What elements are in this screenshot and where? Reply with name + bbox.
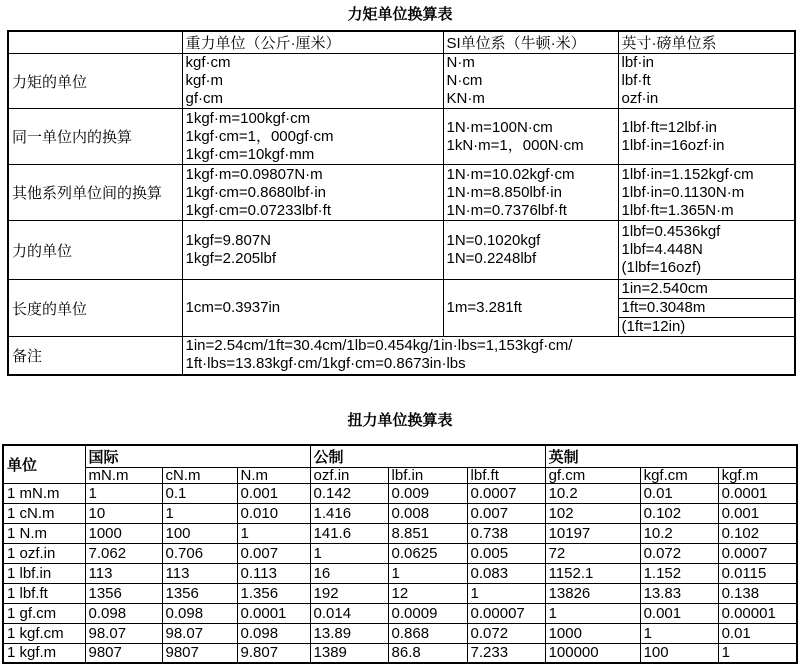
conversion-cell (182, 280, 443, 337)
value-cell: 0.102 (718, 523, 797, 543)
value-cell: 98.07 (85, 623, 162, 643)
conversion-cell (182, 165, 443, 221)
value-cell: 102 (545, 503, 640, 523)
column-unit-header: kgf.m (718, 467, 797, 483)
table-row (3, 623, 797, 643)
value-cell: 1 (237, 523, 310, 543)
row-label: 力的单位 (8, 221, 182, 280)
cell-line: KN·m (447, 90, 618, 108)
row-label: 1 cN.m (3, 503, 85, 523)
group-header-international: 国际 (85, 445, 310, 468)
torque-conversion-table (7, 30, 796, 376)
value-cell: 1 (310, 543, 388, 563)
cell-line: 1kgf·cm=10kgf·mm (186, 146, 443, 164)
unit-header-cell: 单位 (3, 445, 85, 484)
cell-line: 1N=0.2248lbf (447, 250, 618, 268)
value-cell: 0.098 (162, 603, 237, 623)
torsion-table-title: 扭力单位换算表 (0, 376, 800, 431)
table-row (3, 483, 797, 503)
conversion-cell (618, 109, 795, 165)
column-unit-header: ozf.in (310, 467, 388, 483)
value-cell: 0.005 (467, 543, 545, 563)
value-cell: 0.098 (237, 623, 310, 643)
value-cell: 0.01 (718, 623, 797, 643)
value-cell: 0.738 (467, 523, 545, 543)
value-cell: 1 (467, 583, 545, 603)
value-cell: 0.0001 (237, 603, 310, 623)
torsion-conversion-table (2, 444, 798, 664)
value-cell: 100 (162, 523, 237, 543)
value-cell: 0.072 (467, 623, 545, 643)
table-row-same-unit-conversion (8, 109, 795, 165)
value-cell: 1 (85, 483, 162, 503)
cell-line: 1lbf·in=16ozf·in (622, 137, 795, 155)
table-row-torque-units (8, 54, 795, 109)
value-cell: 86.8 (388, 643, 467, 663)
value-cell: 0.001 (718, 503, 797, 523)
value-cell: 9807 (162, 643, 237, 663)
value-cell: 0.007 (467, 503, 545, 523)
t2-body (3, 483, 797, 663)
cell-line: N·m (447, 54, 618, 72)
cell-line: (1lbf=16ozf) (622, 259, 795, 277)
cell-line: 1in=2.54cm/1ft=30.4cm/1lb=0.454kg/1in·lbs=1,153kgf·cm/ (186, 337, 795, 355)
cell-line: 1lbf·in=0.1130N·m (622, 184, 795, 202)
value-cell: 0.001 (640, 603, 718, 623)
value-cell: 0.098 (85, 603, 162, 623)
table-row (3, 643, 797, 663)
value-cell: 113 (85, 563, 162, 583)
cell-line: 1lbf·ft=12lbf·in (622, 119, 795, 137)
value-cell: 72 (545, 543, 640, 563)
value-cell: 113 (162, 563, 237, 583)
column-header-imperial-units: 英寸·磅单位系 (618, 31, 795, 54)
row-label: 1 N.m (3, 523, 85, 543)
column-unit-header: cN.m (162, 467, 237, 483)
conversion-cell (443, 54, 618, 109)
t2-subheader-row (3, 467, 797, 483)
value-cell: 0.868 (388, 623, 467, 643)
column-unit-header: kgf.cm (640, 467, 718, 483)
value-cell: 100000 (545, 643, 640, 663)
cell-line: 1kgf·cm=1，000gf·cm (186, 128, 443, 146)
value-cell: 0.00007 (467, 603, 545, 623)
row-label: 1 lbf.ft (3, 583, 85, 603)
cell-line: kgf·cm (186, 54, 443, 72)
conversion-cell (618, 221, 795, 280)
value-cell: 1356 (162, 583, 237, 603)
table-row (3, 583, 797, 603)
cell-line: 1N·m=8.850lbf·in (447, 184, 618, 202)
conversion-cell (618, 54, 795, 109)
torque-table-title: 力矩单位换算表 (0, 0, 800, 25)
cell-line: 1kgf·cm=0.8680lbf·in (186, 184, 443, 202)
value-cell: 12 (388, 583, 467, 603)
value-cell: 7.233 (467, 643, 545, 663)
corner-header-cell (8, 31, 182, 54)
value-cell: 1.416 (310, 503, 388, 523)
row-label: 1 lbf.in (3, 563, 85, 583)
value-cell: 13.89 (310, 623, 388, 643)
cell-line: 1kN·m=1，000N·cm (447, 137, 618, 155)
value-cell: 0.0625 (388, 543, 467, 563)
row-label: 同一单位内的换算 (8, 109, 182, 165)
cell-line: 1cm=0.3937in (186, 299, 443, 317)
cell-line: 1kgf·m=100kgf·cm (186, 110, 443, 128)
column-header-si-units: SI单位系（牛顿·米） (443, 31, 618, 54)
value-cell: 0.007 (237, 543, 310, 563)
conversion-cell (443, 165, 618, 221)
value-cell: 1 (388, 563, 467, 583)
value-cell: 10.2 (545, 483, 640, 503)
table-row (3, 563, 797, 583)
value-cell: 1 (162, 503, 237, 523)
row-label: 1 mN.m (3, 483, 85, 503)
cell-line: 1N·m=100N·cm (447, 119, 618, 137)
value-cell: 10.2 (640, 523, 718, 543)
value-cell: 1000 (545, 623, 640, 643)
value-cell: 0.0007 (718, 543, 797, 563)
cell-line: 1lbf=0.4536kgf (622, 223, 795, 241)
value-cell: 0.008 (388, 503, 467, 523)
cell-line: gf·cm (186, 90, 443, 108)
value-cell: 1356 (85, 583, 162, 603)
value-cell: 13826 (545, 583, 640, 603)
cell-line: 1m=3.281ft (447, 299, 618, 317)
value-cell: 16 (310, 563, 388, 583)
value-cell: 100 (640, 643, 718, 663)
table-row-force-units (8, 221, 795, 280)
cell-line: 1N=0.1020kgf (447, 232, 618, 250)
value-cell: 9.807 (237, 643, 310, 663)
conversion-cell (443, 221, 618, 280)
cell-line: ozf·in (622, 90, 795, 108)
column-unit-header: mN.m (85, 467, 162, 483)
table-row (3, 543, 797, 563)
group-header-imperial: 英制 (545, 445, 797, 468)
value-cell: 1152.1 (545, 563, 640, 583)
cell-line: 1kgf=9.807N (186, 232, 443, 250)
subcell: (1ft=12in) (619, 318, 795, 336)
cell-line: 1kgf=2.205lbf (186, 250, 443, 268)
conversion-cell (443, 109, 618, 165)
cell-line: lbf·in (622, 54, 795, 72)
value-cell: 141.6 (310, 523, 388, 543)
subcell: 1ft=0.3048m (619, 299, 795, 318)
value-cell: 0.138 (718, 583, 797, 603)
value-cell: 7.062 (85, 543, 162, 563)
value-cell: 0.0001 (718, 483, 797, 503)
row-label: 备注 (8, 337, 182, 375)
conversion-cell (182, 221, 443, 280)
value-cell: 0.706 (162, 543, 237, 563)
value-cell: 0.0007 (467, 483, 545, 503)
column-header-gravity-units: 重力单位（公斤·厘米） (182, 31, 443, 54)
cell-line: N·cm (447, 72, 618, 90)
row-label: 力矩的单位 (8, 54, 182, 109)
value-cell: 9807 (85, 643, 162, 663)
subcell: 1in=2.540cm (619, 280, 795, 299)
conversion-cell (618, 165, 795, 221)
table-row (3, 503, 797, 523)
cell-line: 1lbf=4.448N (622, 241, 795, 259)
value-cell: 0.0115 (718, 563, 797, 583)
row-label: 其他系列单位间的换算 (8, 165, 182, 221)
value-cell: 0.009 (388, 483, 467, 503)
cell-line: 1N·m=10.02kgf·cm (447, 166, 618, 184)
row-label: 1 gf.cm (3, 603, 85, 623)
column-unit-header: lbf.ft (467, 467, 545, 483)
value-cell: 1000 (85, 523, 162, 543)
table-row (3, 603, 797, 623)
table-header-row (8, 31, 795, 54)
cell-line: 1lbf·in=1.152kgf·cm (622, 166, 795, 184)
value-cell: 0.142 (310, 483, 388, 503)
value-cell: 192 (310, 583, 388, 603)
value-cell: 1.152 (640, 563, 718, 583)
cell-line: 1kgf·m=0.09807N·m (186, 166, 443, 184)
value-cell: 13.83 (640, 583, 718, 603)
value-cell: 98.07 (162, 623, 237, 643)
column-unit-header: lbf.in (388, 467, 467, 483)
row-label: 1 kgf.m (3, 643, 85, 663)
group-header-metric: 公制 (310, 445, 545, 468)
table-row-length-units (8, 280, 795, 337)
value-cell: 8.851 (388, 523, 467, 543)
table-row (3, 523, 797, 543)
value-cell: 10197 (545, 523, 640, 543)
value-cell: 0.014 (310, 603, 388, 623)
row-label: 长度的单位 (8, 280, 182, 337)
row-label: 1 kgf.cm (3, 623, 85, 643)
cell-line: lbf·ft (622, 72, 795, 90)
value-cell: 10 (85, 503, 162, 523)
value-cell: 1.356 (237, 583, 310, 603)
group-header-row (3, 445, 797, 468)
remarks-cell (182, 337, 795, 375)
column-unit-header: N.m (237, 467, 310, 483)
value-cell: 1389 (310, 643, 388, 663)
value-cell: 0.083 (467, 563, 545, 583)
table-row-remarks (8, 337, 795, 375)
value-cell: 1 (640, 623, 718, 643)
conversion-cell (182, 54, 443, 109)
conversion-cell (443, 280, 618, 337)
cell-line: 1lbf·ft=1.365N·m (622, 202, 795, 220)
conversion-cell (182, 109, 443, 165)
value-cell: 0.1 (162, 483, 237, 503)
cell-line: 1ft·lbs=13.83kgf·cm/1kgf·cm=0.8673in·lbs (186, 355, 795, 373)
value-cell: 0.102 (640, 503, 718, 523)
row-label: 1 ozf.in (3, 543, 85, 563)
cell-line: kgf·m (186, 72, 443, 90)
value-cell: 1 (545, 603, 640, 623)
value-cell: 0.072 (640, 543, 718, 563)
column-unit-header: gf.cm (545, 467, 640, 483)
value-cell: 0.0009 (388, 603, 467, 623)
table-row-cross-series-conversion (8, 165, 795, 221)
value-cell: 1 (718, 643, 797, 663)
value-cell: 0.010 (237, 503, 310, 523)
cell-line: 1kgf·cm=0.07233lbf·ft (186, 202, 443, 220)
value-cell: 0.00001 (718, 603, 797, 623)
value-cell: 0.001 (237, 483, 310, 503)
cell-line: 1N·m=0.7376lbf·ft (447, 202, 618, 220)
value-cell: 0.113 (237, 563, 310, 583)
conversion-subcell-group (618, 280, 795, 337)
value-cell: 0.01 (640, 483, 718, 503)
